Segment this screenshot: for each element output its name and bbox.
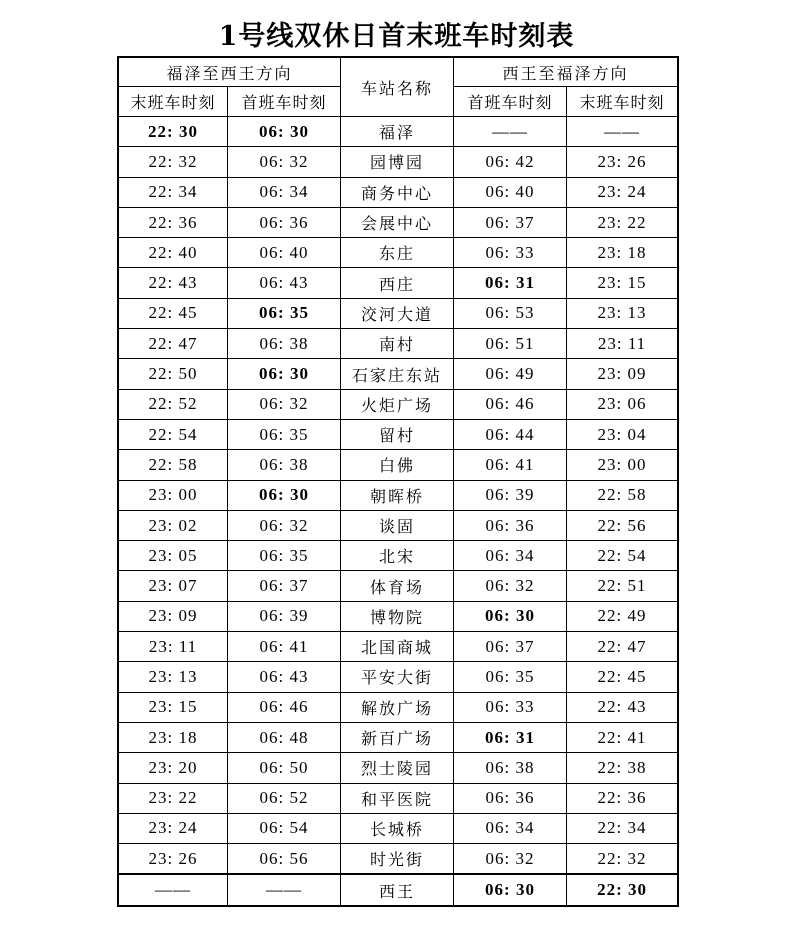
left-first-train-time: 06: 43 — [228, 662, 341, 692]
right-first-train-time: 06: 37 — [454, 207, 567, 237]
table-row — [119, 147, 678, 177]
station-name: 和平医院 — [341, 783, 454, 813]
right-last-train-time: 23: 13 — [567, 298, 678, 328]
right-last-train-time: 23: 24 — [567, 177, 678, 207]
left-last-train-time: 23: 18 — [119, 722, 228, 752]
table-row — [119, 632, 678, 662]
left-last-train-time: —— — [119, 874, 228, 905]
right-last-train-time: 22: 34 — [567, 813, 678, 843]
table-row — [119, 450, 678, 480]
table-row — [119, 541, 678, 571]
left-last-train-time: 22: 32 — [119, 147, 228, 177]
station-name: 解放广场 — [341, 692, 454, 722]
station-name: 火炬广场 — [341, 389, 454, 419]
right-first-train-header: 首班车时刻 — [454, 87, 567, 117]
table-row — [119, 753, 678, 783]
table-row — [119, 874, 678, 905]
left-last-train-time: 23: 07 — [119, 571, 228, 601]
left-first-train-time: 06: 38 — [228, 450, 341, 480]
right-first-train-time: 06: 53 — [454, 298, 567, 328]
right-last-train-time: 22: 49 — [567, 601, 678, 631]
right-last-train-time: 22: 38 — [567, 753, 678, 783]
timetable-title: 1号线双休日首末班车时刻表 — [218, 21, 575, 52]
table-row — [119, 298, 678, 328]
left-last-train-time: 22: 52 — [119, 389, 228, 419]
right-last-train-time: 22: 32 — [567, 844, 678, 875]
left-first-train-time: 06: 43 — [228, 268, 341, 298]
left-last-train-time: 23: 02 — [119, 510, 228, 540]
table-row — [119, 268, 678, 298]
left-first-train-time: 06: 41 — [228, 632, 341, 662]
right-first-train-time: 06: 36 — [454, 783, 567, 813]
right-first-train-time: 06: 32 — [454, 571, 567, 601]
table-row — [119, 813, 678, 843]
left-last-train-time: 22: 30 — [119, 117, 228, 147]
direction-header-right: 西王至福泽方向 — [454, 58, 678, 87]
left-last-train-time: 22: 54 — [119, 419, 228, 449]
right-first-train-time: 06: 37 — [454, 632, 567, 662]
table-row — [119, 571, 678, 601]
right-last-train-time: 22: 45 — [567, 662, 678, 692]
right-last-train-time: 22: 36 — [567, 783, 678, 813]
right-first-train-time: 06: 42 — [454, 147, 567, 177]
right-first-train-time: 06: 41 — [454, 450, 567, 480]
station-name: 会展中心 — [341, 207, 454, 237]
station-name: 西庄 — [341, 268, 454, 298]
right-first-train-time: 06: 49 — [454, 359, 567, 389]
left-first-train-time: 06: 30 — [228, 480, 341, 510]
station-name: 谈固 — [341, 510, 454, 540]
left-first-train-time: 06: 40 — [228, 238, 341, 268]
station-name: 留村 — [341, 419, 454, 449]
table-row — [119, 359, 678, 389]
left-last-train-time: 22: 47 — [119, 329, 228, 359]
right-last-train-time: 22: 43 — [567, 692, 678, 722]
left-first-train-time: 06: 39 — [228, 601, 341, 631]
right-last-train-time: 22: 51 — [567, 571, 678, 601]
station-name: 西王 — [341, 874, 454, 905]
table-row — [119, 601, 678, 631]
table-row — [119, 662, 678, 692]
right-first-train-time: 06: 36 — [454, 510, 567, 540]
left-first-train-time: 06: 36 — [228, 207, 341, 237]
station-name: 北国商城 — [341, 632, 454, 662]
right-first-train-time: 06: 51 — [454, 329, 567, 359]
left-last-train-time: 23: 05 — [119, 541, 228, 571]
timetable-body — [119, 117, 678, 906]
right-last-train-time: 22: 58 — [567, 480, 678, 510]
station-name: 平安大街 — [341, 662, 454, 692]
right-first-train-time: 06: 30 — [454, 874, 567, 905]
right-last-train-time: 23: 04 — [567, 419, 678, 449]
right-first-train-time: 06: 44 — [454, 419, 567, 449]
table-row — [119, 419, 678, 449]
table-row — [119, 844, 678, 875]
station-name: 南村 — [341, 329, 454, 359]
left-last-train-header: 末班车时刻 — [119, 87, 228, 117]
left-last-train-time: 23: 09 — [119, 601, 228, 631]
left-last-train-time: 23: 20 — [119, 753, 228, 783]
right-last-train-time: 23: 22 — [567, 207, 678, 237]
right-last-train-time: 22: 56 — [567, 510, 678, 540]
station-column-header: 车站名称 — [341, 58, 454, 117]
table-row — [119, 722, 678, 752]
timetable — [118, 57, 678, 906]
station-name: 烈士陵园 — [341, 753, 454, 783]
right-last-train-time: 23: 15 — [567, 268, 678, 298]
right-first-train-time: 06: 39 — [454, 480, 567, 510]
table-row — [119, 510, 678, 540]
left-first-train-time: 06: 54 — [228, 813, 341, 843]
left-last-train-time: 22: 58 — [119, 450, 228, 480]
right-last-train-header: 末班车时刻 — [567, 87, 678, 117]
station-name: 福泽 — [341, 117, 454, 147]
left-first-train-time: 06: 30 — [228, 117, 341, 147]
left-first-train-time: 06: 37 — [228, 571, 341, 601]
left-first-train-time: 06: 30 — [228, 359, 341, 389]
right-first-train-time: —— — [454, 117, 567, 147]
right-first-train-time: 06: 34 — [454, 813, 567, 843]
right-first-train-time: 06: 34 — [454, 541, 567, 571]
station-name: 北宋 — [341, 541, 454, 571]
right-last-train-time: 23: 09 — [567, 359, 678, 389]
right-first-train-time: 06: 31 — [454, 722, 567, 752]
table-row — [119, 207, 678, 237]
left-last-train-time: 23: 24 — [119, 813, 228, 843]
right-first-train-time: 06: 31 — [454, 268, 567, 298]
left-first-train-time: 06: 46 — [228, 692, 341, 722]
left-last-train-time: 23: 15 — [119, 692, 228, 722]
left-first-train-time: 06: 50 — [228, 753, 341, 783]
station-name: 洨河大道 — [341, 298, 454, 328]
right-last-train-time: 22: 30 — [567, 874, 678, 905]
right-last-train-time: 22: 47 — [567, 632, 678, 662]
right-last-train-time: 23: 11 — [567, 329, 678, 359]
table-row — [119, 692, 678, 722]
station-name: 体育场 — [341, 571, 454, 601]
station-name: 白佛 — [341, 450, 454, 480]
station-name: 时光街 — [341, 844, 454, 875]
station-name: 石家庄东站 — [341, 359, 454, 389]
table-row — [119, 389, 678, 419]
station-name: 博物院 — [341, 601, 454, 631]
left-first-train-time: 06: 34 — [228, 177, 341, 207]
station-name: 东庄 — [341, 238, 454, 268]
left-last-train-time: 22: 43 — [119, 268, 228, 298]
table-row — [119, 117, 678, 147]
left-last-train-time: 22: 36 — [119, 207, 228, 237]
station-name: 朝晖桥 — [341, 480, 454, 510]
left-first-train-time: 06: 32 — [228, 147, 341, 177]
station-name: 园博园 — [341, 147, 454, 177]
left-first-train-time: 06: 32 — [228, 389, 341, 419]
left-last-train-time: 22: 40 — [119, 238, 228, 268]
left-first-train-time: 06: 32 — [228, 510, 341, 540]
table-row — [119, 238, 678, 268]
left-last-train-time: 23: 26 — [119, 844, 228, 875]
left-first-train-time: 06: 35 — [228, 298, 341, 328]
direction-header-left: 福泽至西王方向 — [119, 58, 341, 87]
right-last-train-time: —— — [567, 117, 678, 147]
left-first-train-time: 06: 56 — [228, 844, 341, 875]
left-first-train-time: 06: 38 — [228, 329, 341, 359]
station-name: 新百广场 — [341, 722, 454, 752]
right-last-train-time: 23: 06 — [567, 389, 678, 419]
left-first-train-time: 06: 35 — [228, 541, 341, 571]
left-last-train-time: 23: 11 — [119, 632, 228, 662]
right-first-train-time: 06: 32 — [454, 844, 567, 875]
right-first-train-time: 06: 38 — [454, 753, 567, 783]
left-last-train-time: 22: 34 — [119, 177, 228, 207]
left-last-train-time: 23: 00 — [119, 480, 228, 510]
table-row — [119, 329, 678, 359]
left-last-train-time: 22: 45 — [119, 298, 228, 328]
left-last-train-time: 22: 50 — [119, 359, 228, 389]
right-last-train-time: 22: 41 — [567, 722, 678, 752]
left-first-train-time: 06: 48 — [228, 722, 341, 752]
right-first-train-time: 06: 33 — [454, 692, 567, 722]
left-last-train-time: 23: 22 — [119, 783, 228, 813]
right-last-train-time: 23: 26 — [567, 147, 678, 177]
right-first-train-time: 06: 40 — [454, 177, 567, 207]
right-last-train-time: 23: 18 — [567, 238, 678, 268]
right-last-train-time: 22: 54 — [567, 541, 678, 571]
table-row — [119, 783, 678, 813]
left-first-train-time: 06: 35 — [228, 419, 341, 449]
station-name: 商务中心 — [341, 177, 454, 207]
right-first-train-time: 06: 30 — [454, 601, 567, 631]
right-first-train-time: 06: 46 — [454, 389, 567, 419]
right-last-train-time: 23: 00 — [567, 450, 678, 480]
table-row — [119, 480, 678, 510]
table-row — [119, 177, 678, 207]
station-name: 长城桥 — [341, 813, 454, 843]
left-first-train-time: —— — [228, 874, 341, 905]
right-first-train-time: 06: 33 — [454, 238, 567, 268]
right-first-train-time: 06: 35 — [454, 662, 567, 692]
left-first-train-time: 06: 52 — [228, 783, 341, 813]
left-last-train-time: 23: 13 — [119, 662, 228, 692]
left-first-train-header: 首班车时刻 — [228, 87, 341, 117]
